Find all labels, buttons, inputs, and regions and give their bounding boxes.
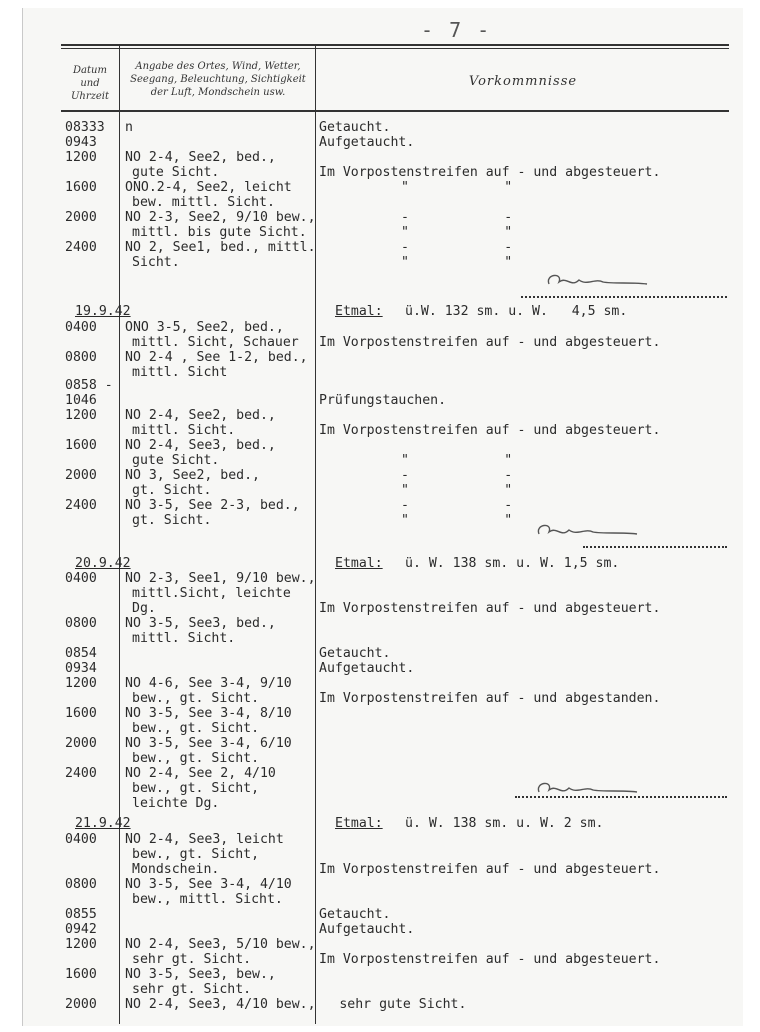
entry-time: 1200	[65, 676, 97, 691]
dotted-separator-3	[515, 796, 727, 798]
entry-conditions: ONO 3-5, See2, bed.,	[125, 320, 284, 335]
entry-time: 1600	[65, 706, 97, 721]
entry-conditions: Dg.	[132, 601, 156, 616]
entry-time: 2000	[65, 468, 97, 483]
entry-conditions: NO 2-4 , See 1-2, bed.,	[125, 350, 308, 365]
date-heading: 20.9.42	[75, 556, 131, 571]
entry-time: 2400	[65, 240, 97, 255]
entry-conditions: sehr gt. Sicht.	[132, 952, 252, 967]
entry-event: Prüfungstauchen.	[319, 393, 447, 408]
entry-conditions: NO 2, See1, bed., mittl.	[125, 240, 316, 255]
entry-conditions: bew., gt. Sicht,	[132, 847, 260, 862]
entry-time: 1600	[65, 438, 97, 453]
entry-event: Aufgetaucht.	[319, 135, 415, 150]
etmal-value: ü. W. 138 sm. u. W. 1,5 sm.	[405, 556, 620, 571]
entry-conditions: sehr gt. Sicht.	[132, 982, 252, 997]
entry-conditions: gt. Sicht.	[132, 513, 212, 528]
entry-event: Im Vorpostenstreifen auf - und abgesteuert.	[319, 335, 661, 350]
entry-conditions: Sicht.	[132, 255, 180, 270]
entry-conditions: NO 3-5, See3, bew.,	[125, 967, 276, 982]
entry-conditions: mittl. bis gute Sicht.	[132, 225, 307, 240]
etmal-label: Etmal:	[335, 556, 383, 571]
entry-time: 2000	[65, 210, 97, 225]
entry-conditions: ONO.2-4, See2, leicht	[125, 180, 292, 195]
entry-time: 0858 -	[65, 378, 113, 393]
entry-time: 2400	[65, 498, 97, 513]
entry-conditions: NO 3, See2, bed.,	[125, 468, 260, 483]
entry-event: Getaucht.	[319, 907, 391, 922]
header-top-rule	[61, 44, 729, 46]
entry-conditions: n	[125, 120, 133, 135]
entry-conditions: NO 2-3, See1, 9/10 bew.,	[125, 571, 316, 586]
entry-time: 1200	[65, 937, 97, 952]
entry-conditions: mittl. Sicht	[132, 365, 228, 380]
entry-event: " "	[401, 453, 513, 468]
entry-conditions: gute Sicht.	[132, 165, 220, 180]
entry-conditions: NO 3-5, See3, bed.,	[125, 616, 276, 631]
entry-event: Aufgetaucht.	[319, 661, 415, 676]
entry-conditions: NO 2-4, See2, bed.,	[125, 150, 276, 165]
signature-mark-1	[543, 270, 653, 294]
entry-conditions: bew. mittl. Sicht.	[132, 195, 275, 210]
entry-conditions: mittl. Sicht.	[132, 423, 236, 438]
entry-conditions: NO 3-5, See 2-3, bed.,	[125, 498, 300, 513]
date-heading: 21.9.42	[75, 816, 131, 831]
entry-conditions: NO 3-5, See 3-4, 6/10	[125, 736, 292, 751]
entry-time: 2000	[65, 736, 97, 751]
entry-conditions: bew., gt. Sicht.	[132, 721, 260, 736]
entry-time: 1600	[65, 180, 97, 195]
header-top-rule-2	[61, 48, 729, 49]
entry-conditions: bew., gt. Sicht,	[132, 781, 260, 796]
entry-time: 0400	[65, 832, 97, 847]
column-divider-1	[119, 46, 120, 1024]
entry-time: 0934	[65, 661, 97, 676]
entry-time: 08333	[65, 120, 105, 135]
entry-event: - -	[401, 240, 513, 255]
entry-time: 2000	[65, 997, 97, 1012]
entry-conditions: mittl. Sicht.	[132, 631, 236, 646]
entry-conditions: gute Sicht.	[132, 453, 220, 468]
column-divider-2	[315, 46, 316, 1024]
entry-time: 1200	[65, 150, 97, 165]
signature-mark-2	[533, 520, 643, 544]
entry-event: " "	[401, 180, 513, 195]
entry-event: " "	[401, 483, 513, 498]
etmal-value: ü.W. 132 sm. u. W. 4,5 sm.	[405, 304, 628, 319]
entry-event: " "	[401, 225, 513, 240]
entry-time: 0855	[65, 907, 97, 922]
header-datum: Datum und Uhrzeit	[70, 65, 110, 102]
entry-event: Getaucht.	[319, 646, 391, 661]
entry-time: 0800	[65, 616, 97, 631]
entry-event: - -	[401, 210, 513, 225]
entry-conditions: NO 3-5, See 3-4, 8/10	[125, 706, 292, 721]
signature-mark-3	[533, 778, 643, 802]
etmal-label: Etmal:	[335, 304, 383, 319]
etmal-value: ü. W. 138 sm. u. W. 2 sm.	[405, 816, 604, 831]
entry-conditions: gt. Sicht.	[132, 483, 212, 498]
log-page	[22, 8, 743, 1026]
dotted-separator-1	[521, 296, 727, 298]
entry-time: 0942	[65, 922, 97, 937]
entry-time: 0943	[65, 135, 97, 150]
entry-conditions: NO 2-4, See3, 4/10 bew., sehr gute Sicht.	[125, 997, 467, 1012]
header-vorkommnisse: Vorkommnisse	[468, 74, 578, 89]
date-heading: 19.9.42	[75, 304, 131, 319]
entry-time: 1046	[65, 393, 97, 408]
entry-conditions: Mondschein.	[132, 862, 220, 877]
entry-time: 0854	[65, 646, 97, 661]
entry-event: Im Vorpostenstreifen auf - und abgesteuert.	[319, 952, 661, 967]
entry-time: 0400	[65, 571, 97, 586]
entry-time: 0800	[65, 877, 97, 892]
entry-time: 1600	[65, 967, 97, 982]
entry-time: 0800	[65, 350, 97, 365]
header-angabe: Angabe des Ortes, Wind, Wetter, Seegang, Beleuchtung, Sichtigkeit der Luft, Mondschein usw.	[130, 61, 306, 98]
page-number: - 7 -	[421, 18, 492, 42]
entry-conditions: leichte Dg.	[132, 796, 220, 811]
entry-event: Aufgetaucht.	[319, 922, 415, 937]
entry-conditions: NO 2-4, See3, leicht	[125, 832, 284, 847]
entry-conditions: NO 2-4, See3, 5/10 bew.,	[125, 937, 316, 952]
entry-conditions: bew., mittl. Sicht.	[132, 892, 283, 907]
entry-time: 0400	[65, 320, 97, 335]
header-bottom-rule	[61, 110, 729, 112]
entry-conditions: mittl.Sicht, leichte	[132, 586, 291, 601]
entry-event: Getaucht.	[319, 120, 391, 135]
entry-event: Im Vorpostenstreifen auf - und abgesteuert.	[319, 601, 661, 616]
entry-event: " "	[401, 255, 513, 270]
entry-event: - -	[401, 498, 513, 513]
entry-event: Im Vorpostenstreifen auf - und abgestanden.	[319, 691, 661, 706]
entry-time: 1200	[65, 408, 97, 423]
etmal-label: Etmal:	[335, 816, 383, 831]
entry-conditions: NO 3-5, See 3-4, 4/10	[125, 877, 292, 892]
entry-conditions: bew., gt. Sicht.	[132, 691, 260, 706]
entry-conditions: NO 4-6, See 3-4, 9/10	[125, 676, 292, 691]
dotted-separator-2	[583, 546, 727, 548]
entry-event: " "	[401, 513, 513, 528]
entry-conditions: NO 2-3, See2, 9/10 bew.,	[125, 210, 316, 225]
entry-conditions: bew., gt. Sicht.	[132, 751, 260, 766]
entry-conditions: NO 2-4, See2, bed.,	[125, 408, 276, 423]
entry-time: 2400	[65, 766, 97, 781]
entry-event: Im Vorpostenstreifen auf - und abgesteuert.	[319, 423, 661, 438]
entry-event: Im Vorpostenstreifen auf - und abgesteuert.	[319, 862, 661, 877]
entry-event: Im Vorpostenstreifen auf - und abgesteuert.	[319, 165, 661, 180]
entry-conditions: mittl. Sicht, Schauer	[132, 335, 299, 350]
entry-conditions: NO 2-4, See3, bed.,	[125, 438, 276, 453]
entry-conditions: NO 2-4, See 2, 4/10	[125, 766, 276, 781]
entry-event: - -	[401, 468, 513, 483]
